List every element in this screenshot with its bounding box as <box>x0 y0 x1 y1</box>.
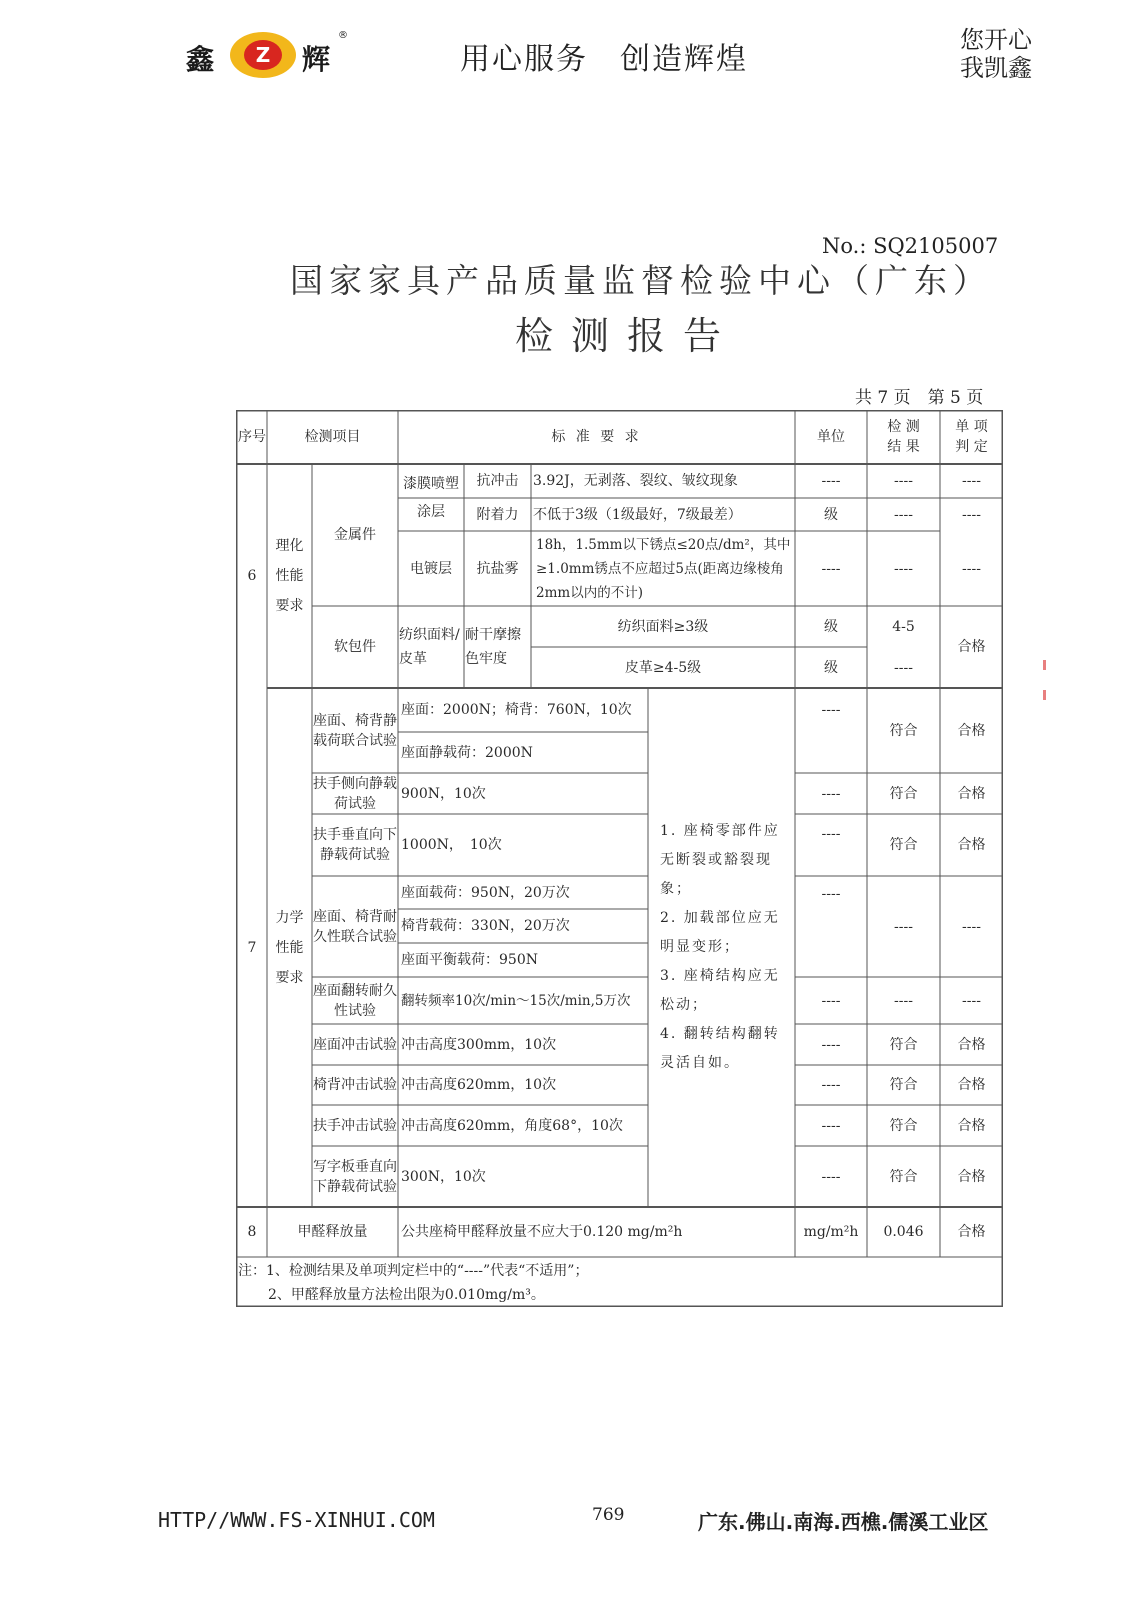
row7-item-req: 冲击高度300mm，10次 <box>401 1036 557 1053</box>
row6-soft-judge: 合格 <box>957 639 986 655</box>
header-item: 检测项目 <box>304 429 361 445</box>
row7-item-name: 扶手冲击试验 <box>313 1117 397 1134</box>
row7-item-result: 符合 <box>889 1077 918 1093</box>
row7-item-req: 900N，10次 <box>401 785 486 802</box>
row7-item-unit: ---- <box>821 785 841 802</box>
row7-item-req: 冲击高度620mm，角度68°，10次 <box>401 1117 623 1134</box>
row8-item: 甲醛释放量 <box>297 1224 368 1240</box>
row7-category: 力学性能要求 <box>275 909 304 986</box>
page-info: 共 7 页 第 5 页 <box>855 388 984 408</box>
row6-leather-req: 皮革≥4-5级 <box>624 659 702 676</box>
header-seq: 序号 <box>238 429 266 445</box>
row7-item-judge: ---- <box>962 918 981 935</box>
row6-fabric-result: 4-5 <box>892 618 915 635</box>
row6-soft: 软包件 <box>334 639 376 655</box>
logo-registered-mark: ® <box>338 30 348 41</box>
row6-coating: 漆膜喷塑涂层 <box>403 475 459 520</box>
row8-requirement: 公共座椅甲醛释放量不应大于0.120 mg/m²h <box>401 1224 683 1240</box>
row7-item-judge: 合格 <box>957 785 986 802</box>
row7-item-name: 扶手侧向静载荷试验 <box>313 775 397 812</box>
row6-impact: 抗冲击 <box>476 473 519 489</box>
row7-item-result: 符合 <box>889 722 918 739</box>
page-number: 769 <box>592 1505 625 1525</box>
row7-item-result: 符合 <box>889 837 918 853</box>
row6-salt-req: 18h，1.5mm以下锈点≤20点/dm²，其中≥1.0mm锈点不应超过5点(距离边缘棱角2mm以内的不计) <box>536 536 791 601</box>
logo-char-right: 辉 <box>302 43 331 76</box>
footer-url[interactable]: HTTP//WWW.FS-XINHUI.COM <box>158 1508 435 1532</box>
row7-item-judge: 合格 <box>957 1117 986 1134</box>
row7-item-req: 座面载荷：950N，20万次 <box>401 884 570 901</box>
test-results-table <box>236 410 1003 1307</box>
row6-category: 理化性能要求 <box>275 538 304 614</box>
institute-title: 国家家具产品质量监督检验中心（广东） <box>290 261 992 300</box>
row7-item-judge: 合格 <box>957 722 986 739</box>
row6-adhesion-req: 不低于3级（1级最好，7级最差） <box>533 506 742 523</box>
row6-fabric: 纺织面料/皮革 <box>399 627 460 667</box>
row7-item-req: 300N，10次 <box>401 1168 486 1185</box>
row7-common-requirement: 1. 座椅零部件应无断裂或豁裂现象； 2. 加载部位应无明显变形； 3. 座椅结构应无松动； 4. 翻转结构翻转灵活自如。 <box>660 823 780 1071</box>
row8-judge: 合格 <box>957 1224 986 1240</box>
row7-item-result: 符合 <box>889 1168 918 1185</box>
row6-seq: 6 <box>247 568 257 584</box>
row8-seq: 8 <box>247 1224 257 1240</box>
row6-leather-unit: 级 <box>824 659 838 676</box>
header-judge: 单 项 判 定 <box>955 419 988 455</box>
row7-item-result: ---- <box>894 918 913 935</box>
row7-item-judge: 合格 <box>957 1077 986 1093</box>
row7-item-name: 扶手垂直向下静载荷试验 <box>313 827 397 863</box>
header-requirement: 标 准 要 求 <box>551 429 642 445</box>
row6-adhesion-unit: 级 <box>824 506 838 523</box>
row6-salt: 抗盐雾 <box>476 560 519 577</box>
row6-fabric-unit: 级 <box>824 618 838 635</box>
row6-salt-result: ---- <box>894 560 913 577</box>
logo-z-mark: Z <box>244 40 282 70</box>
row6-rub: 耐干摩擦色牢度 <box>465 627 521 667</box>
row7-item-unit: ---- <box>821 1117 841 1134</box>
row7-item-name: 座面冲击试验 <box>313 1036 397 1053</box>
row6-adhesion: 附着力 <box>476 506 519 523</box>
row7-seq: 7 <box>247 939 257 956</box>
row6-metal: 金属件 <box>334 527 376 543</box>
row7-item-name: 写字板垂直向下静载荷试验 <box>313 1158 397 1195</box>
row7-item-judge: ---- <box>962 992 981 1009</box>
logo-char-left: 鑫 <box>186 43 215 76</box>
row7-item-result: 符合 <box>889 1117 918 1134</box>
row6-adhesion-result: ---- <box>894 506 913 523</box>
row6-salt-judge: ---- <box>962 560 981 577</box>
row7-item-result: 符合 <box>889 1036 918 1053</box>
row6-plating: 电镀层 <box>410 560 452 577</box>
row6-impact-unit: ---- <box>821 473 841 489</box>
row8-result: 0.046 <box>883 1224 924 1240</box>
row7-item-judge: 合格 <box>957 837 986 853</box>
row7-item-name: 座面、椅背耐久性联合试验 <box>313 908 397 945</box>
table-note-1: 注：1、检测结果及单项判定栏中的“----”代表“不适用”； <box>238 1263 589 1279</box>
row7-item-req: 座面：2000N；椅背：760N，10次 <box>401 702 632 718</box>
header-unit: 单位 <box>817 429 845 445</box>
row6-adhesion-judge: ---- <box>962 506 981 523</box>
slogan-right-line1: 您开心 <box>960 26 1032 54</box>
row6-impact-req: 3.92J，无剥落、裂纹、皱纹现象 <box>533 473 738 489</box>
report-number: No.: SQ2105007 <box>822 234 999 258</box>
company-logo <box>182 26 352 84</box>
row6-fabric-req: 纺织面料≥3级 <box>617 618 709 635</box>
row7-item-unit: ---- <box>821 702 841 718</box>
footer-address: 广东.佛山.南海.西樵.儒溪工业区 <box>698 1510 989 1534</box>
row7-item-unit: ---- <box>821 826 841 842</box>
row6-impact-judge: ---- <box>962 473 981 489</box>
row7-item-unit: ---- <box>821 992 841 1009</box>
row7-item-judge: 合格 <box>957 1036 986 1053</box>
row6-salt-unit: ---- <box>821 560 841 577</box>
row7-item-req: 1000N， 10次 <box>401 837 502 853</box>
row8-unit: mg/m²h <box>803 1224 859 1240</box>
row7-item-req: 冲击高度620mm，10次 <box>401 1077 557 1093</box>
row7-item-unit: ---- <box>821 1077 841 1093</box>
row6-leather-result: ---- <box>894 659 913 676</box>
row7-item-name: 椅背冲击试验 <box>313 1077 397 1093</box>
row7-item-name: 座面翻转耐久性试验 <box>313 982 397 1019</box>
row7-item-req: 椅背载荷：330N，20万次 <box>401 918 570 934</box>
slogan: 用心服务 创造辉煌 <box>460 42 748 77</box>
scan-speck <box>1043 690 1046 700</box>
row7-item-req: 座面静载荷：2000N <box>401 744 533 761</box>
row6-impact-result: ---- <box>894 473 913 489</box>
scan-speck <box>1043 660 1046 670</box>
row7-item-result: ---- <box>894 992 913 1009</box>
header-result: 检 测 结 果 <box>887 419 920 455</box>
row7-item-unit: ---- <box>821 1036 841 1053</box>
slogan-right-line2: 我凯鑫 <box>960 54 1032 82</box>
table-note-2: 2、甲醛释放量方法检出限为0.010mg/m³。 <box>268 1287 545 1303</box>
row7-item-req: 座面平衡载荷：950N <box>401 952 538 968</box>
report-title: 检测报告 <box>515 314 740 358</box>
row7-item-judge: 合格 <box>957 1168 986 1185</box>
row7-item-name: 座面、椅背静载荷联合试验 <box>313 712 397 749</box>
row7-item-unit: ---- <box>821 1168 841 1185</box>
row7-item-req: 翻转频率10次/min～15次/min,5万次 <box>401 992 631 1009</box>
row7-item-result: 符合 <box>889 785 918 802</box>
slogan-right <box>960 26 1032 82</box>
row7-item-unit: ---- <box>821 886 841 902</box>
